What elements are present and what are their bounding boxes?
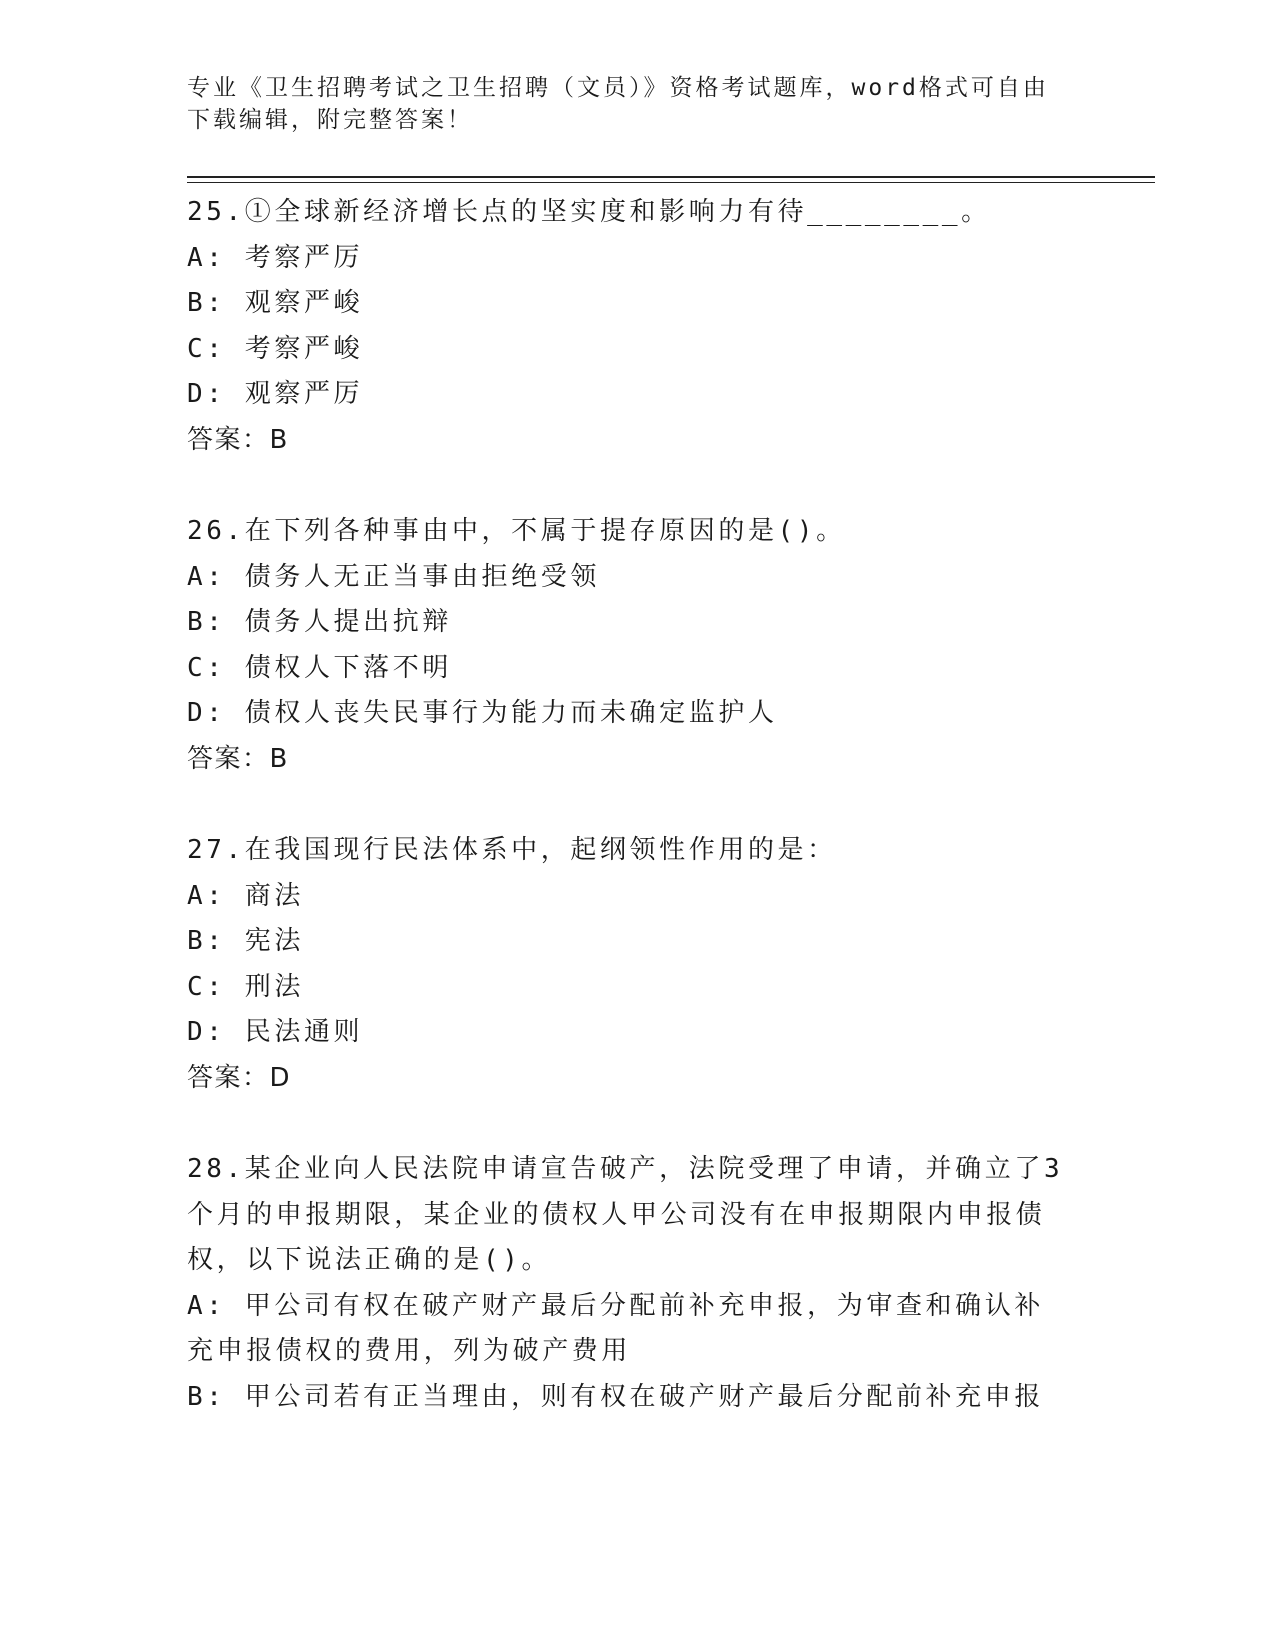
- option-a: A: 考察严厉: [187, 242, 364, 273]
- header-divider-thin: [187, 182, 1155, 183]
- option-d: D: 民法通则: [187, 1017, 364, 1047]
- document-header: 专业《卫生招聘考试之卫生招聘（文员）》资格考试题库，word格式可自由下载编辑，附完整答案！: [187, 75, 1049, 133]
- option-d: D: 债权人丧失民事行为能力而未确定监护人: [187, 698, 778, 728]
- option-c: C: 刑法: [187, 971, 304, 1002]
- option-b: B: 甲公司若有正当理由，则有权在破产财产最后分配前补充申报: [187, 1381, 1044, 1412]
- option-c: C: 考察严峻: [187, 333, 364, 364]
- question-25: [187, 190, 1087, 463]
- question-27: [187, 828, 1087, 1101]
- option-c: C: 债权人下落不明: [187, 652, 452, 683]
- question-stem: 26.在下列各种事由中，不属于提存原因的是()。: [187, 516, 846, 546]
- question-stem: 25.①全球新经济增长点的坚实度和影响力有待________。: [187, 197, 991, 227]
- answer-line: 答案：D: [187, 1062, 292, 1093]
- option-a: A: 甲公司有权在破产财产最后分配前补充申报，为审查和确认补充申报债权的费用，列为破产费用: [187, 1290, 1044, 1366]
- question-28: [187, 1147, 1087, 1420]
- question-26: [187, 509, 1087, 782]
- option-b: B: 观察严峻: [187, 288, 364, 318]
- question-stem: 27.在我国现行民法体系中，起纲领性作用的是：: [187, 835, 837, 865]
- option-a: A: 商法: [187, 880, 304, 911]
- option-a: A: 债务人无正当事由拒绝受领: [187, 561, 600, 592]
- option-b: B: 宪法: [187, 926, 304, 956]
- question-stem: 28.某企业向人民法院申请宣告破产，法院受理了申请，并确立了3个月的申报期限，某企业的债权人甲公司没有在申报期限内申报债权，以下说法正确的是()。: [187, 1154, 1064, 1275]
- question-list: [187, 190, 1087, 1466]
- option-b: B: 债务人提出抗辩: [187, 607, 452, 637]
- header-divider-thick: [187, 176, 1155, 178]
- answer-line: 答案：B: [187, 424, 289, 455]
- option-d: D: 观察严厉: [187, 379, 364, 409]
- answer-line: 答案：B: [187, 743, 289, 774]
